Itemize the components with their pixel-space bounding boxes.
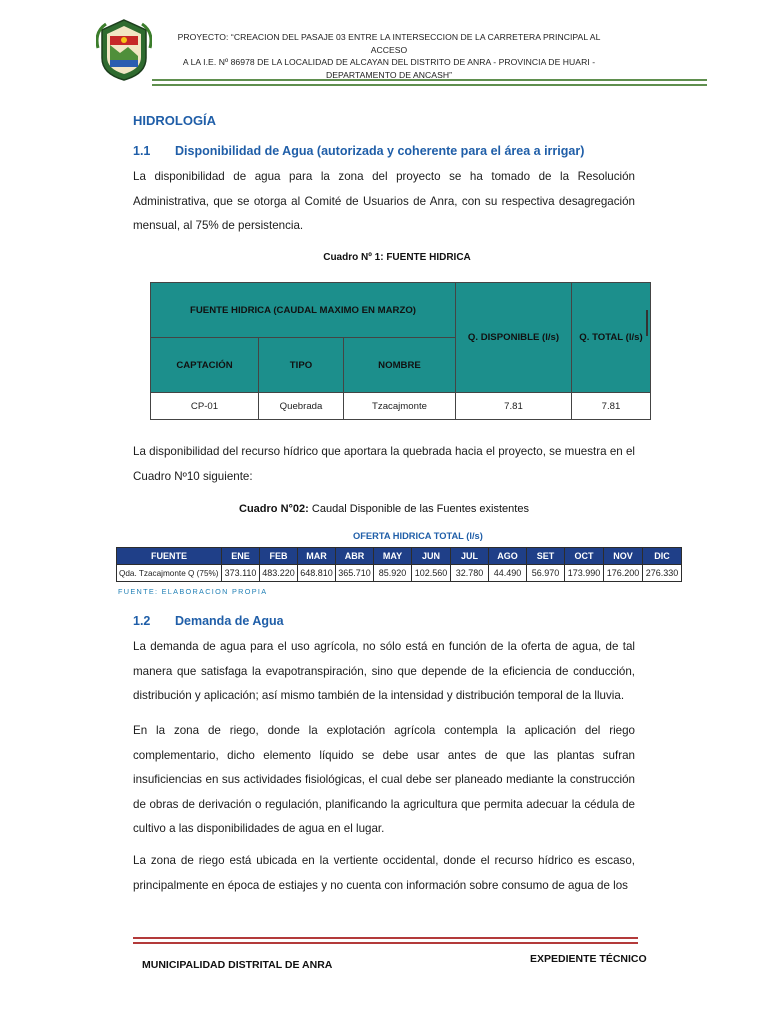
header-divider-secondary bbox=[152, 84, 707, 86]
footer-document-type: EXPEDIENTE TÉCNICO bbox=[530, 953, 647, 965]
table2-caption-text: Caudal Disponible de las Fuentes existentes bbox=[308, 503, 529, 515]
header-line-2: A LA I.E. Nº 86978 DE LA LOCALIDAD DE ALCAYAN DEL DISTRITO DE ANRA - PROVINCIA DE HUARI - bbox=[182, 57, 596, 67]
subsection-2-title: Demanda de Agua bbox=[175, 614, 284, 628]
table1-col-captacion: CAPTACIÓN bbox=[151, 338, 259, 393]
table2-cell-value: 483.220 bbox=[260, 565, 298, 582]
table2-cell-value: 176.200 bbox=[604, 565, 643, 582]
table2-cell-value: 56.970 bbox=[527, 565, 565, 582]
paragraph-vertiente: La zona de riego está ubicada en la vertiente occidental, donde el recurso hídrico es escaso, principalmente en época de estiajes y no cuenta con información sobre consumo de agua de los bbox=[133, 854, 635, 892]
table1-cell-tipo: Quebrada bbox=[259, 393, 344, 420]
table2-cell-value: 44.490 bbox=[489, 565, 527, 582]
header-line-3: DEPARTAMENTO DE ANCASH” bbox=[325, 69, 453, 80]
table2-cell-value: 173.990 bbox=[565, 565, 604, 582]
table2-header-month: OCT bbox=[565, 548, 604, 565]
subsection-2-heading bbox=[133, 614, 284, 628]
project-header bbox=[160, 31, 618, 81]
header-divider bbox=[152, 79, 707, 81]
subsection-1-title: Disponibilidad de Agua (autorizada y coherente para el área a irrigar) bbox=[175, 144, 585, 158]
subsection-2-number: 1.2 bbox=[133, 614, 151, 628]
footer-divider bbox=[133, 937, 638, 939]
table2-cell-value: 102.560 bbox=[412, 565, 451, 582]
table1-col-total: Q. TOTAL (l/s) bbox=[572, 283, 651, 393]
table2-header-fuente: FUENTE bbox=[117, 548, 222, 565]
table1-cell-captacion: CP-01 bbox=[151, 393, 259, 420]
table2-cell-value: 648.810 bbox=[298, 565, 336, 582]
table2-cell-value: 276.330 bbox=[643, 565, 682, 582]
table2-header-month: FEB bbox=[260, 548, 298, 565]
table2-header-month: JUN bbox=[412, 548, 451, 565]
table2-cell-value: 373.110 bbox=[222, 565, 260, 582]
municipal-seal-icon bbox=[96, 18, 152, 82]
section-title: HIDROLOGÍA bbox=[133, 113, 217, 128]
footer-municipality: MUNICIPALIDAD DISTRITAL DE ANRA bbox=[142, 959, 333, 971]
table2-header-month: MAY bbox=[374, 548, 412, 565]
fuente-hidrica-table bbox=[150, 282, 651, 420]
table1-col-tipo: TIPO bbox=[259, 338, 344, 393]
table2-caption-label: Cuadro N°02: bbox=[239, 503, 309, 515]
paragraph-disponibilidad: La disponibilidad de agua para la zona del proyecto se ha tomado de la Resolución Administrativa, que se otorga al Comité de Usuarios de Anra, con su respectiva desagregación mensual, al 75% de persistencia. bbox=[133, 170, 635, 232]
table2-header-month: JUL bbox=[451, 548, 489, 565]
table2-title: OFERTA HIDRICA TOTAL (l/s) bbox=[353, 531, 483, 541]
footer-divider-secondary bbox=[133, 942, 638, 944]
table1-group-header: FUENTE HIDRICA (CAUDAL MAXIMO EN MARZO) bbox=[151, 283, 456, 338]
paragraph-demanda: La demanda de agua para el uso agrícola, no sólo está en función de la oferta de agua, de tal manera que satisfaga la evapotranspiración, sino que depende de la eficiencia de conducción, distribución y aplicación; así mismo también de la intensidad y distribución temporal de la lluvia. bbox=[133, 640, 635, 702]
table2-cell-value: 365.710 bbox=[336, 565, 374, 582]
table2-cell-fuente: Qda. Tzacajmonte Q (75%) bbox=[117, 565, 222, 582]
oferta-hidrica-table bbox=[116, 547, 682, 582]
header-line-1: PROYECTO: “CREACION DEL PASAJE 03 ENTRE LA INTERSECCION DE LA CARRETERA PRINCIPAL AL ACCESO bbox=[177, 32, 601, 55]
table2-caption bbox=[133, 503, 635, 515]
table2-header-month: NOV bbox=[604, 548, 643, 565]
table2-header-month: ENE bbox=[222, 548, 260, 565]
table2-header-month: SET bbox=[527, 548, 565, 565]
table1-cell-nombre: Tzacajmonte bbox=[344, 393, 456, 420]
table1-caption: Cuadro Nº 1: FUENTE HIDRICA bbox=[323, 252, 471, 263]
table2-cell-value: 85.920 bbox=[374, 565, 412, 582]
paragraph-recurso-hidrico: La disponibilidad del recurso hídrico que aportara la quebrada hacia el proyecto, se muestra en el Cuadro Nº10 siguiente: bbox=[133, 445, 635, 483]
table1-cell-total: 7.81 bbox=[572, 393, 651, 420]
table1-col-nombre: NOMBRE bbox=[344, 338, 456, 393]
subsection-1-heading bbox=[133, 144, 584, 158]
table2-source-note: FUENTE: ELABORACION PROPIA bbox=[118, 587, 268, 596]
table2-cell-value: 32.780 bbox=[451, 565, 489, 582]
subsection-1-number: 1.1 bbox=[133, 144, 151, 158]
table2-header-month: DIC bbox=[643, 548, 682, 565]
table1-edge-mark bbox=[646, 310, 648, 336]
paragraph-zona-riego: En la zona de riego, donde la explotación agrícola contempla la aplicación del riego complementario, dicho elemento líquido se debe usar antes de que las plantas sufran insuficiencias en sus actividades fisiológicas, el cual debe ser planeado mediante la construcción de obras de derivación o regulación, planificando la agricultura que permita adecuar la cédula de cultivo a las disponibilidades de agua en el lugar. bbox=[133, 724, 635, 835]
table1-col-disponible: Q. DISPONIBLE (l/s) bbox=[456, 283, 572, 393]
table1-cell-disponible: 7.81 bbox=[456, 393, 572, 420]
table2-header-month: AGO bbox=[489, 548, 527, 565]
table2-header-month: ABR bbox=[336, 548, 374, 565]
table2-header-month: MAR bbox=[298, 548, 336, 565]
